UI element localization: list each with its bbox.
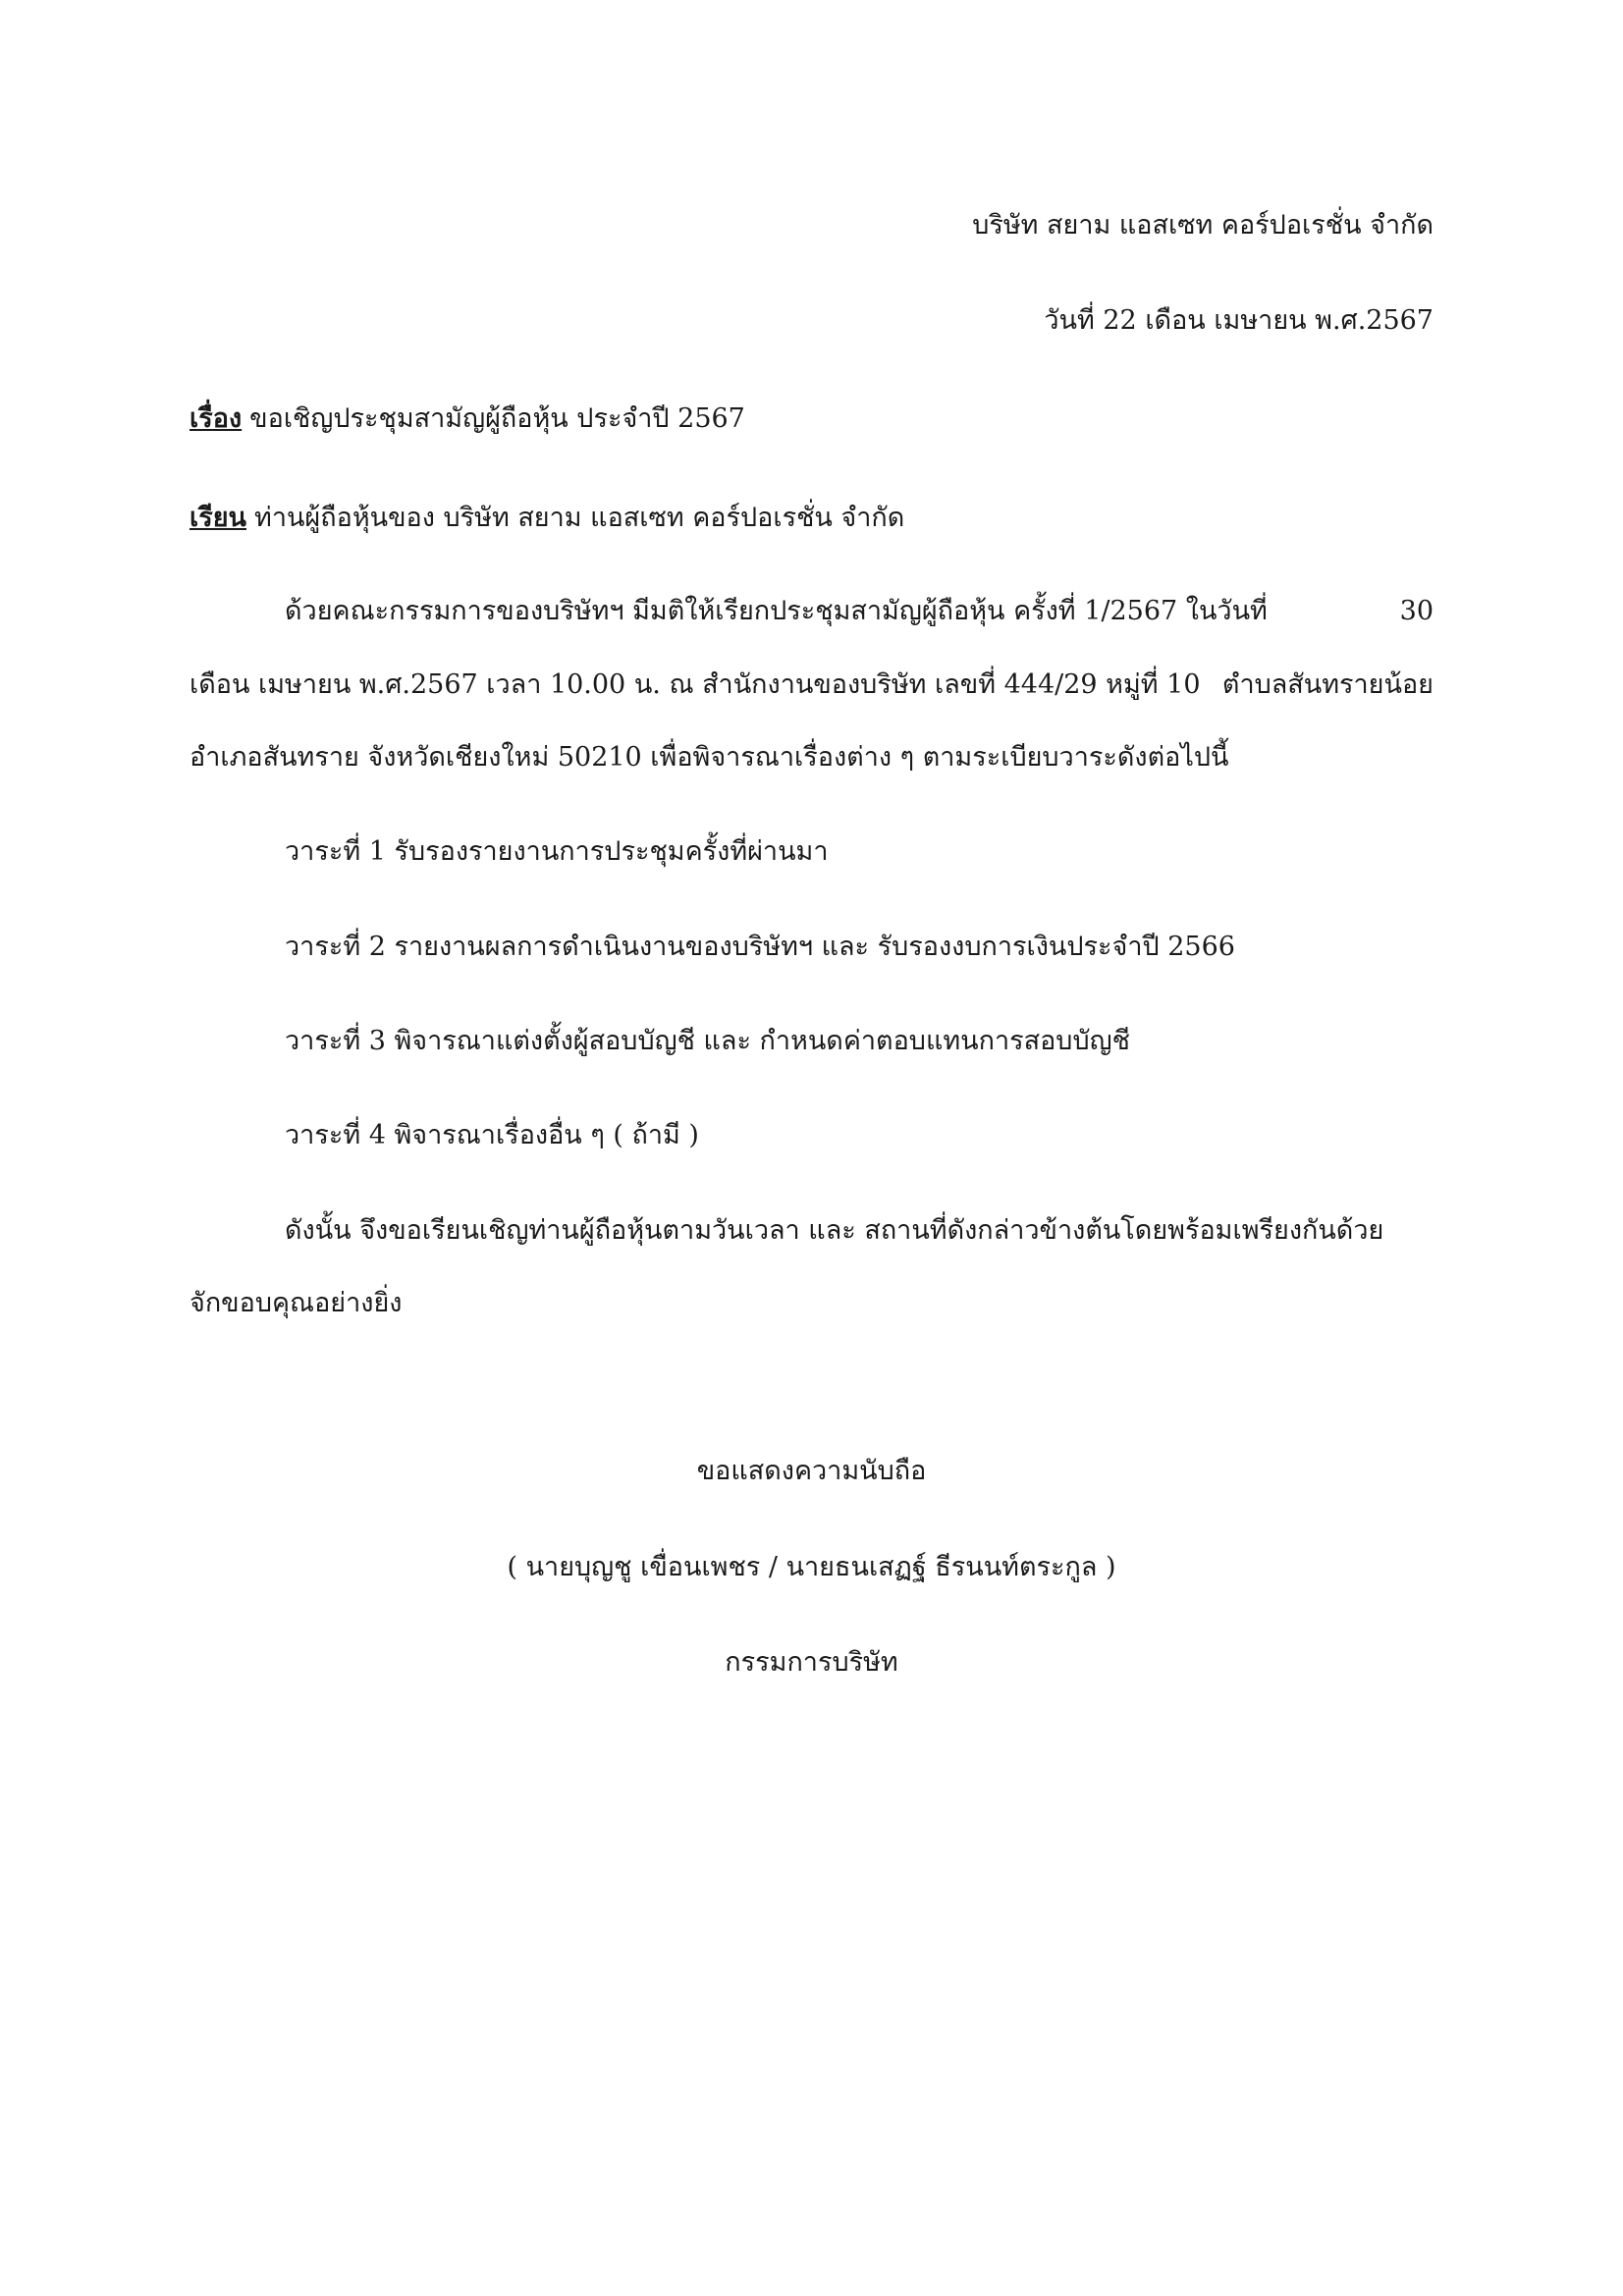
addressee-text: ท่านผู้ถือหุ้นของ บริษัท สยาม แอสเซท คอร์ปอเรชั่น จำกัด — [254, 503, 905, 533]
subject-text: ขอเชิญประชุมสามัญผู้ถือหุ้น ประจำปี 2567 — [249, 403, 745, 434]
addressee-line — [189, 501, 904, 536]
body-line-2-subdistrict: ตำบลสันทรายน้อย — [1221, 669, 1434, 700]
body-line-3: อำเภอสันทราย จังหวัดเชียงใหม่ 50210 เพื่อพิจารณาเรื่องต่าง ๆ ตามระเบียบวาระดังต่อไปนี้ — [189, 742, 1229, 773]
subject-label: เรื่อง — [189, 403, 243, 434]
body-line-2-text: เดือน เมษายน พ.ศ.2567 เวลา 10.00 น. ณ สำนักงานของบริษัท เลขที่ 444/29 หมู่ที่ 10 — [189, 669, 1201, 700]
subject-line — [189, 401, 745, 437]
body-line-1 — [285, 594, 1434, 629]
agenda-item-1: วาระที่ 1 รับรองรายงานการประชุมครั้งที่ผ่านมา — [285, 836, 829, 867]
agenda-item-4: วาระที่ 4 พิจารณาเรื่องอื่น ๆ ( ถ้ามี ) — [285, 1120, 699, 1150]
signatory-title: กรรมการบริษัท — [725, 1647, 898, 1678]
addressee-label: เรียน — [189, 503, 247, 533]
company-header: บริษัท สยาม แอสเซท คอร์ปอเรชั่น จำกัด — [972, 210, 1434, 240]
body-line-2 — [189, 667, 1434, 703]
body-line-1-day: 30 — [1399, 596, 1434, 626]
closing-line-1-text: ดังนั้น จึงขอเรียนเชิญท่านผู้ถือหุ้นตามวันเวลา และ สถานที่ดังกล่าวข้างต้นโดยพร้อมเพรียงกันด้วย — [285, 1215, 1384, 1246]
agenda-item-2: วาระที่ 2 รายงานผลการดำเนินงานของบริษัทฯ และ รับรองงบการเงินประจำปี 2566 — [285, 932, 1235, 962]
body-line-1-text: ด้วยคณะกรรมการของบริษัทฯ มีมติให้เรียกประชุมสามัญผู้ถือหุ้น ครั้งที่ 1/2567 ในวันที่ — [285, 596, 1268, 626]
closing-line-2: จักขอบคุณอย่างยิ่ง — [189, 1288, 403, 1318]
agenda-item-3: วาระที่ 3 พิจารณาแต่งตั้งผู้สอบบัญชี และ กำหนดค่าตอบแทนการสอบบัญชี — [285, 1026, 1130, 1056]
closing-line-1 — [285, 1213, 1434, 1249]
letter-date: วันที่ 22 เดือน เมษายน พ.ศ.2567 — [1044, 305, 1434, 336]
signoff: ขอแสดงความนับถือ — [696, 1456, 927, 1486]
signatories: ( นายบุญชู เขื่อนเพชร / นายธนเสฏฐ์ ธีรนนท์ตระกูล ) — [507, 1552, 1116, 1582]
